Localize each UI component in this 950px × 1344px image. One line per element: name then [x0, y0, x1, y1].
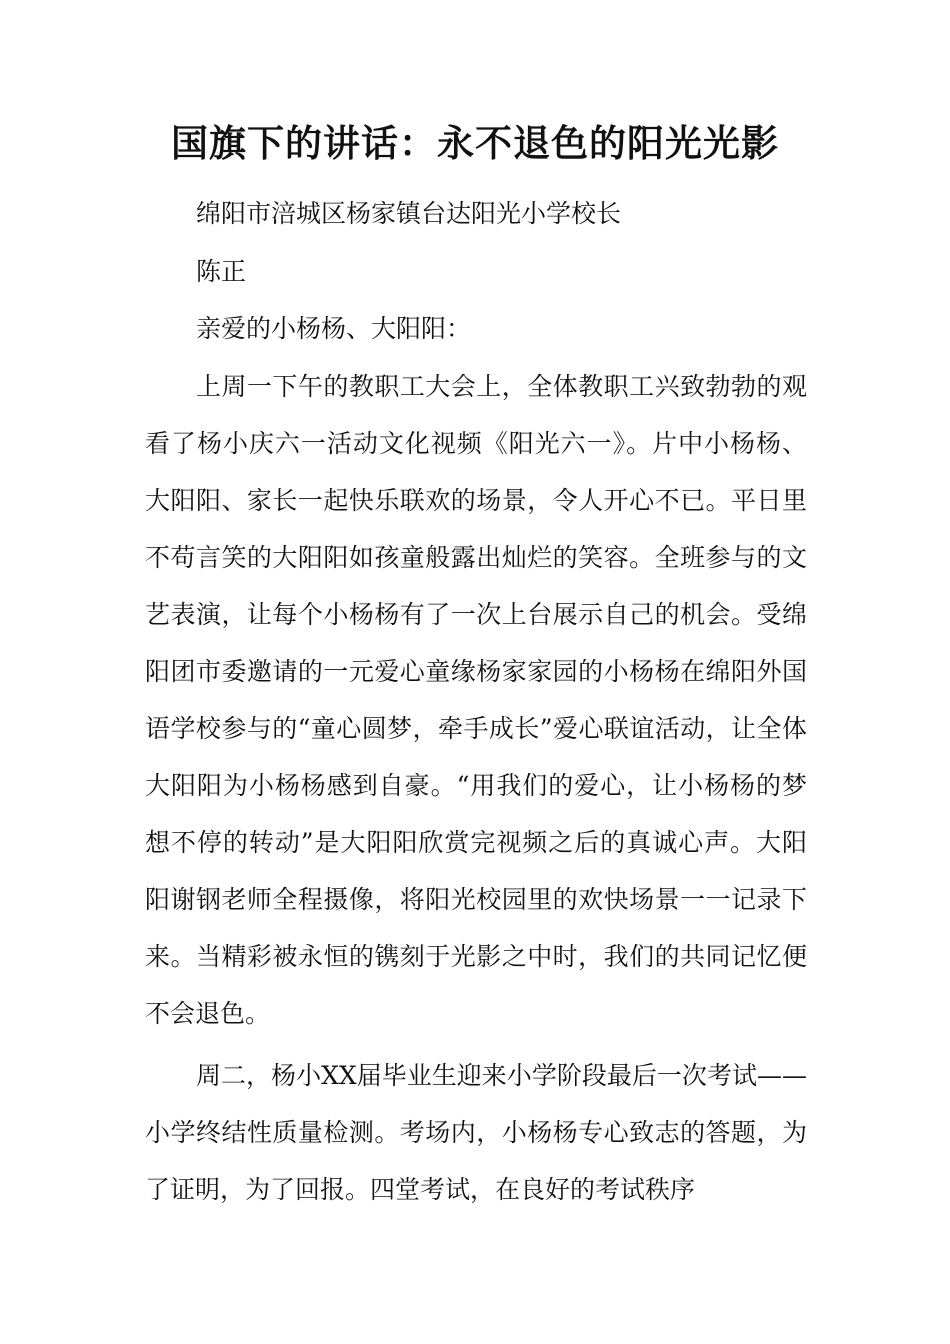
body-paragraph: 周二，杨小XX届毕业生迎来小学阶段最后一次考试——小学终结性质量检测。考场内，小杨杨专心致志的答题，为了证明，为了回报。四堂考试，在良好的考试秩序	[145, 1061, 807, 1204]
author-organization: 绵阳市涪城区杨家镇台达阳光小学校长	[196, 199, 622, 228]
body-paragraph: 上周一下午的教职工大会上，全体教职工兴致勃勃的观看了杨小庆六一活动文化视频《阳光六一》。片中小杨杨、大阳阳、家长一起快乐联欢的场景，令人开心不已。平日里不苟言笑的大阳阳如孩童般露出灿烂的笑容。全班参与的文艺表演，让每个小杨杨有了一次上台展示自己的机会。受绵阳团市委邀请的一元爱心童缘杨家家园的小杨杨在绵阳外国语学校参与的“童心圆梦，牵手成长”爱心联谊活动，让全体大阳阳为小杨杨感到自豪。“用我们的爱心，让小杨杨的梦想不停的转动”是大阳阳欣赏完视频之后的真诚心声。大阳阳谢钢老师全程摄像，将阳光校园里的欢快场景一一记录下来。当精彩被永恒的镌刻于光影之中时，我们的共同记忆便不会退色。	[145, 372, 807, 1028]
greeting: 亲爱的小杨杨、大阳阳：	[196, 314, 472, 343]
author-name: 陈正	[196, 257, 247, 286]
page-title: 国旗下的讲话：永不退色的阳光光影	[171, 121, 779, 165]
